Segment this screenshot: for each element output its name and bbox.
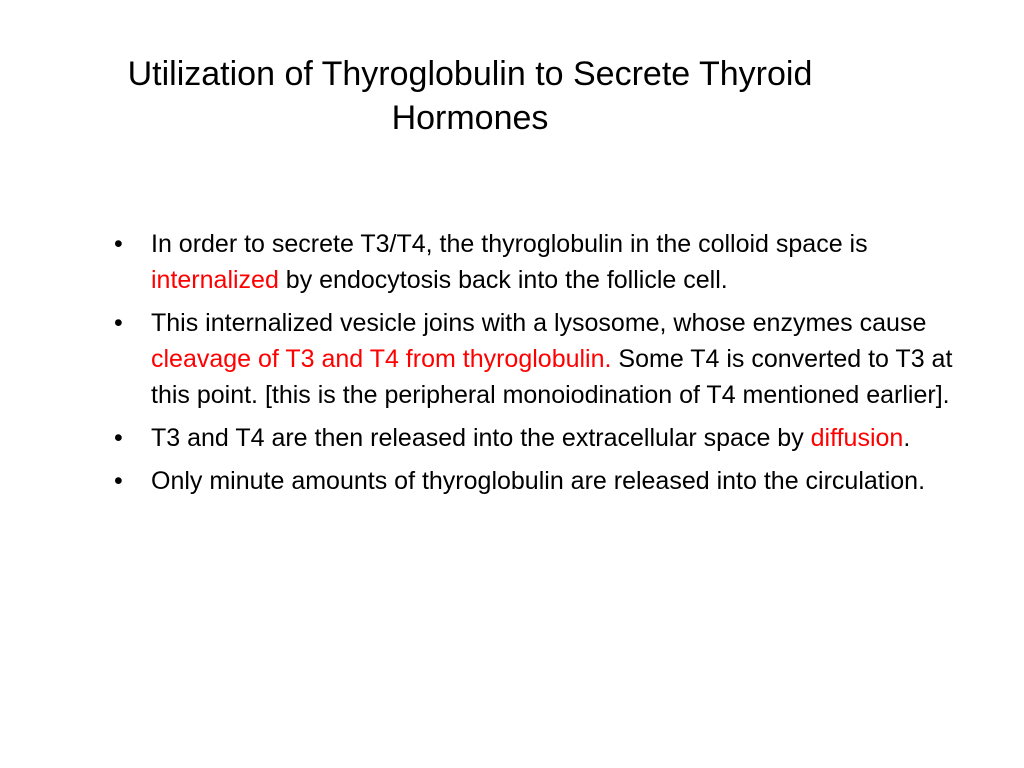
bullet-text-continued: by endocytosis back into the follicle cell. xyxy=(278,266,728,294)
bullet-list xyxy=(110,226,980,506)
bullet-text: This internalized vesicle joins with a lysosome, whose enzymes cause xyxy=(151,309,927,337)
bullet-text-continued: Some T4 is converted to T3 at this point. [this is the peripheral monoiodination of T4 mentioned earlier]. xyxy=(151,345,953,409)
bullet-icon: • xyxy=(114,309,123,337)
bullet-item xyxy=(110,226,980,298)
bullet-icon: • xyxy=(114,424,123,452)
slide-title xyxy=(40,52,900,140)
bullet-icon: • xyxy=(114,467,123,495)
slide-title-line-2: Hormones xyxy=(391,99,549,138)
slide-title-line-1: Utilization of Thyroglobulin to Secrete Thyroid xyxy=(127,55,813,93)
bullet-icon: • xyxy=(114,230,123,258)
bullet-text: Only minute amounts of thyroglobulin are released into the circulation. xyxy=(151,467,926,495)
bullet-highlight: diffusion xyxy=(810,424,904,452)
bullet-item xyxy=(110,420,980,456)
bullet-text: T3 and T4 are then released into the extracellular space by xyxy=(151,424,811,452)
bullet-text-continued: . xyxy=(903,424,911,452)
bullet-item xyxy=(110,463,980,499)
bullet-item xyxy=(110,305,980,413)
bullet-highlight: internalized xyxy=(151,266,279,294)
bullet-highlight: cleavage of T3 and T4 from thyroglobulin. xyxy=(151,345,612,373)
bullet-text: In order to secrete T3/T4, the thyroglobulin in the colloid space is xyxy=(151,230,868,258)
